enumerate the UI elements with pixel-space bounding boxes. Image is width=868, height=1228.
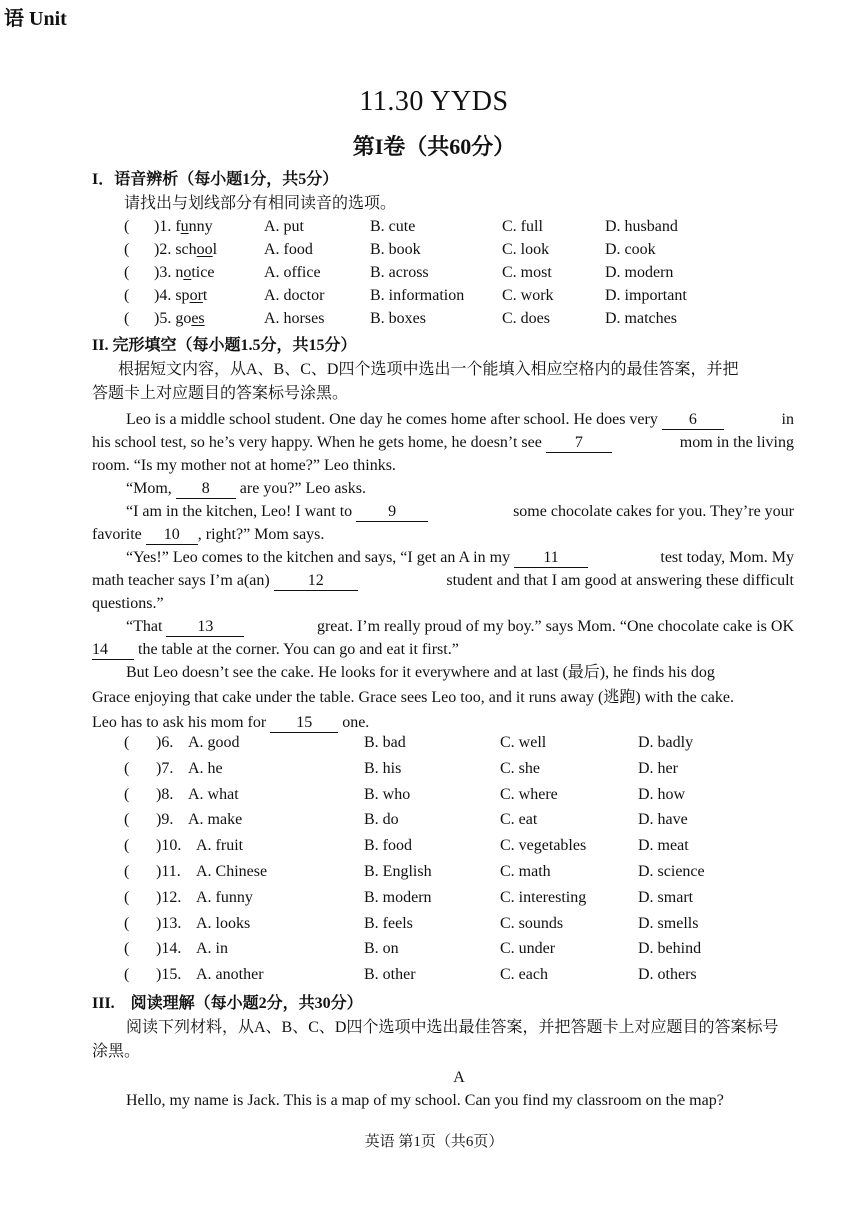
option-c[interactable]: C. she [500, 759, 540, 777]
option-b[interactable]: B. modern [364, 888, 432, 906]
cloze-question-row [124, 915, 814, 938]
option-a[interactable]: A. good [188, 734, 240, 751]
passage-line: 14 the table at the corner. You can go and eat it first.” [92, 641, 459, 658]
answer-bracket[interactable]: ( [124, 759, 130, 777]
answer-bracket[interactable]: ( [124, 811, 130, 829]
page-footer: 英语 第1页（共6页） [364, 1134, 504, 1150]
option-b[interactable]: B. his [364, 759, 402, 777]
option-a[interactable]: A. looks [196, 914, 251, 932]
option-c[interactable]: C. does [502, 310, 550, 327]
passage-line: Leo has to ask his mom for 15 one. [92, 714, 370, 731]
question-number: )10. [156, 837, 182, 855]
option-a[interactable]: A. put [264, 218, 304, 235]
option-c[interactable]: C. math [500, 863, 551, 880]
option-b[interactable]: B. information [370, 287, 465, 304]
option-a[interactable]: A. what [188, 785, 239, 803]
cloze-question-row [124, 863, 814, 886]
cloze-question-row [124, 734, 814, 757]
passage-line: “That 13 great. I’m really proud of my boy.” says Mom. “One chocolate cake is OK [126, 618, 794, 635]
passage-line: “Mom, 8 are you?” Leo asks. [126, 480, 366, 497]
cloze-question-row [124, 889, 814, 912]
option-d[interactable]: D. modern [605, 264, 674, 281]
answer-bracket[interactable]: ( [124, 888, 130, 906]
answer-bracket[interactable]: ( [124, 734, 130, 751]
option-d[interactable]: D. her [638, 759, 678, 777]
option-c[interactable]: C. interesting [500, 888, 587, 906]
option-d[interactable]: D. meat [638, 837, 689, 855]
option-d[interactable]: D. matches [605, 310, 677, 327]
question-number: )9. [156, 811, 174, 829]
header-corner-label: 语 Unit [4, 8, 67, 30]
option-d[interactable]: D. smells [638, 914, 699, 932]
underlined-part: oo [196, 241, 213, 258]
option-a[interactable]: A. doctor [264, 287, 325, 304]
question-number: )14. [156, 940, 182, 958]
part-label: A [453, 1069, 465, 1086]
passage-line: questions.” [92, 595, 164, 612]
option-a[interactable]: A. he [188, 759, 223, 777]
passage-line: But Leo doesn’t see the cake. He looks for it everywhere and at last (最后), he finds his dog [126, 664, 715, 681]
blank-15[interactable]: 15 [270, 714, 338, 733]
section1-instruction: 请找出与划线部分有相同读音的选项。 [124, 195, 397, 212]
passage-line: Leo is a middle school student. One day he comes home after school. He does very 6 in [126, 411, 794, 428]
option-c[interactable]: C. full [502, 218, 543, 235]
section3-heading: III. 阅读理解（每小题2分，共30分） [92, 995, 363, 1012]
passage-line: Grace enjoying that cake under the table. Grace sees Leo too, and it runs away (逃跑) with the cake. [92, 689, 734, 706]
section2-instruction-line1: 根据短文内容，从A、B、C、D四个选项中选出一个能填入相应空格内的最佳答案，并把 [118, 361, 739, 378]
option-b[interactable]: B. book [370, 241, 421, 258]
option-c[interactable]: C. vegetables [500, 837, 587, 855]
answer-bracket[interactable]: ( [124, 241, 130, 258]
underlined-part: or [189, 287, 203, 304]
answer-bracket[interactable]: ( [124, 940, 130, 958]
section3-instruction-line2: 涂黑。 [92, 1043, 141, 1060]
option-d[interactable]: D. have [638, 811, 688, 829]
answer-bracket[interactable]: ( [124, 863, 130, 880]
blank-10[interactable]: 10 [146, 526, 198, 545]
question-word: )5. goes [154, 310, 205, 327]
option-b[interactable]: B. bad [364, 734, 406, 751]
option-d[interactable]: D. husband [605, 218, 678, 235]
option-b[interactable]: B. food [364, 837, 412, 855]
option-a[interactable]: A. food [264, 241, 313, 258]
blank-9[interactable]: 9 [356, 503, 428, 522]
question-word: )2. school [154, 241, 218, 258]
option-c[interactable]: C. work [502, 287, 554, 304]
phonetics-question-row [124, 264, 814, 287]
option-a[interactable]: A. in [196, 940, 228, 958]
answer-bracket[interactable]: ( [124, 218, 130, 235]
option-a[interactable]: A. make [188, 811, 243, 829]
question-word: )4. sport [154, 287, 208, 304]
section3-instruction-line1: 阅读下列材料，从A、B、C、D四个选项中选出最佳答案，并把答题卡上对应题目的答案标号 [126, 1019, 779, 1036]
blank-7[interactable]: 7 [546, 434, 612, 453]
option-d[interactable]: D. smart [638, 888, 694, 906]
option-c[interactable]: C. under [500, 940, 556, 958]
cloze-question-row [124, 786, 814, 809]
question-number: )13. [156, 914, 182, 932]
question-word: )1. funny [154, 218, 213, 235]
option-d[interactable]: D. behind [638, 940, 702, 958]
underlined-part: es [191, 310, 205, 327]
answer-bracket[interactable]: ( [124, 914, 130, 932]
option-b[interactable]: B. across [370, 264, 429, 281]
option-b[interactable]: B. English [364, 863, 432, 880]
blank-8[interactable]: 8 [176, 480, 236, 499]
blank-13[interactable]: 13 [166, 618, 244, 637]
answer-bracket[interactable]: ( [124, 837, 130, 855]
paper-part-title: 第I卷（共60分） [352, 134, 516, 159]
cloze-question-row [124, 966, 814, 989]
blank-14[interactable]: 14 [92, 641, 134, 660]
option-b[interactable]: B. on [364, 940, 399, 958]
underlined-part: u [180, 218, 189, 235]
section1-heading: I．语音辨析（每小题1分，共5分） [92, 171, 339, 188]
question-number: )8. [156, 785, 174, 803]
section2-heading: II. 完形填空（每小题1.5分，共15分） [92, 337, 357, 354]
phonetics-question-row [124, 218, 814, 241]
option-b[interactable]: B. boxes [370, 310, 426, 327]
option-d[interactable]: D. badly [638, 734, 694, 751]
question-number: )6. [156, 734, 174, 751]
cloze-question-row [124, 811, 814, 834]
option-a[interactable]: A. fruit [196, 837, 244, 855]
option-a[interactable]: A. Chinese [196, 863, 268, 880]
option-a[interactable]: A. office [264, 264, 321, 281]
option-d[interactable]: D. science [638, 863, 705, 880]
option-d[interactable]: D. important [605, 287, 687, 304]
question-number: )12. [156, 888, 182, 906]
blank-6[interactable]: 6 [662, 411, 724, 430]
passage-line: math teacher says I’m a(an) 12 student and that I am good at answering these difficult [92, 572, 794, 589]
blank-12[interactable]: 12 [274, 572, 358, 591]
passage-line: “Yes!” Leo comes to the kitchen and says, “I get an A in my 11 test today, Mom. My [126, 549, 794, 566]
blank-11[interactable]: 11 [514, 549, 588, 568]
option-b[interactable]: B. feels [364, 914, 413, 932]
section2-instruction-line2: 答题卡上对应题目的答案标号涂黑。 [92, 385, 349, 402]
phonetics-question-row [124, 241, 814, 264]
option-c[interactable]: C. most [502, 264, 552, 281]
option-b[interactable]: B. who [364, 785, 411, 803]
phonetics-question-row [124, 310, 814, 333]
option-b[interactable]: B. other [364, 966, 416, 984]
cloze-question-row [124, 760, 814, 783]
question-word: )3. notice [154, 264, 215, 281]
question-number: )7. [156, 759, 174, 777]
option-d[interactable]: D. how [638, 785, 686, 803]
reading-intro: Hello, my name is Jack. This is a map of my school. Can you find my classroom on the map? [126, 1092, 724, 1109]
option-b[interactable]: B. cute [370, 218, 416, 235]
option-a[interactable]: A. horses [264, 310, 325, 327]
cloze-question-row [124, 940, 814, 963]
answer-bracket[interactable]: ( [124, 785, 130, 803]
option-d[interactable]: D. cook [605, 241, 656, 258]
underlined-part: o [183, 264, 192, 281]
answer-bracket[interactable]: ( [124, 966, 130, 984]
question-number: )11. [156, 863, 181, 880]
option-c[interactable]: C. well [500, 734, 547, 751]
passage-line: room. “Is my mother not at home?” Leo thinks. [92, 457, 396, 474]
answer-bracket[interactable]: ( [124, 310, 130, 327]
option-c[interactable]: C. sounds [500, 914, 564, 932]
answer-bracket[interactable]: ( [124, 264, 130, 281]
option-c[interactable]: C. look [502, 241, 550, 258]
option-a[interactable]: A. funny [196, 888, 253, 906]
option-d[interactable]: D. others [638, 966, 697, 984]
option-a[interactable]: A. another [196, 966, 264, 984]
option-b[interactable]: B. do [364, 811, 399, 829]
option-c[interactable]: C. eat [500, 811, 538, 829]
passage-line: favorite 10 , right?” Mom says. [92, 526, 325, 543]
option-c[interactable]: C. where [500, 785, 558, 803]
answer-bracket[interactable]: ( [124, 287, 130, 304]
page-title: 11.30 YYDS [359, 86, 509, 117]
phonetics-question-row [124, 287, 814, 310]
question-number: )15. [156, 966, 182, 984]
cloze-question-row [124, 837, 814, 860]
passage-line: “I am in the kitchen, Leo! I want to 9 some chocolate cakes for you. They’re your [126, 503, 794, 520]
option-c[interactable]: C. each [500, 966, 548, 984]
passage-line: his school test, so he’s very happy. When he gets home, he doesn’t see 7 mom in the living [92, 434, 794, 451]
